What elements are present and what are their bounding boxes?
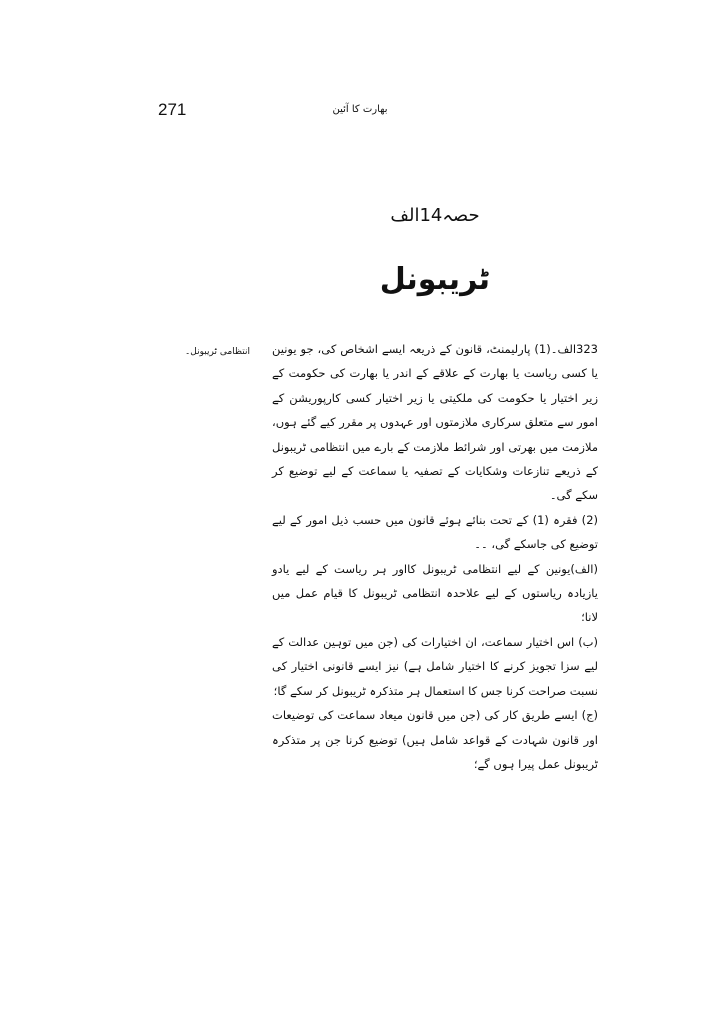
body-text	[272, 337, 598, 776]
sub-clause-paragraph: (ب) اس اختیار سماعت، ان اختیارات کی (جن میں توہین عدالت کے لیے سزا تجویز کرنے کا اختیار شامل ہے) نیز ایسے قانونی اختیار کی نسبت صراحت کرنا جس کا استعمال ہر متذکرہ ٹریبونل کر سکے گا؛	[272, 634, 598, 698]
running-title: بھارت کا آئین	[332, 104, 388, 115]
sub-clause-paragraph: (الف)یونین کے لیے انتظامی ٹریبونل کااور ہر ریاست کے لیے یادو یازیادہ ریاستوں کے لیے علاحدہ انتظامی ٹریبونل کا قیام عمل میں لانا؛	[272, 561, 598, 625]
part-title: ٹریبونل	[379, 262, 490, 297]
part-heading: حصہ14الف	[390, 205, 480, 226]
clause-paragraph: (2) فقرہ (1) کے تحت بنائے ہوئے قانون میں حسب ذیل امور کے لیے توضیع کی جاسکے گی، ۔۔	[272, 512, 599, 552]
sub-clause-paragraph: (ج) ایسے طریق کار کی (جن میں قانون میعاد سماعت کی توضیعات اور قانون شہادت کے قواعد شامل ہیں) توضیع کرنا جن پر متذکرہ ٹریبونل عمل پیرا ہوں گے؛	[272, 708, 598, 771]
article-paragraph: 323الف۔(1) پارلیمنٹ، قانون کے ذریعہ ایسے اشخاص کی، جو یونین یا کسی ریاست یا بھارت کے علاقے کے اندر یا بھارت کی حکومت کے زیر اختیار یا حکومت کی ملکیتی یا زیر اختیار کسی کارپوریشن کے امور سے متعلق سرکاری ملازمتوں اور عہدوں پر مقرر کیے گئے ہوں، ملازمت میں بھرتی اور شرائط ملازمت کے بارے میں انتظامی ٹریبونل کے ذریعے تنازعات وشکایات کے تصفیہ یا سماعت کے لیے توضیع کر سکے گی۔	[272, 342, 598, 503]
page-number: 271	[158, 100, 187, 119]
marginal-note: انتظامی ٹریبونل۔	[185, 347, 250, 357]
